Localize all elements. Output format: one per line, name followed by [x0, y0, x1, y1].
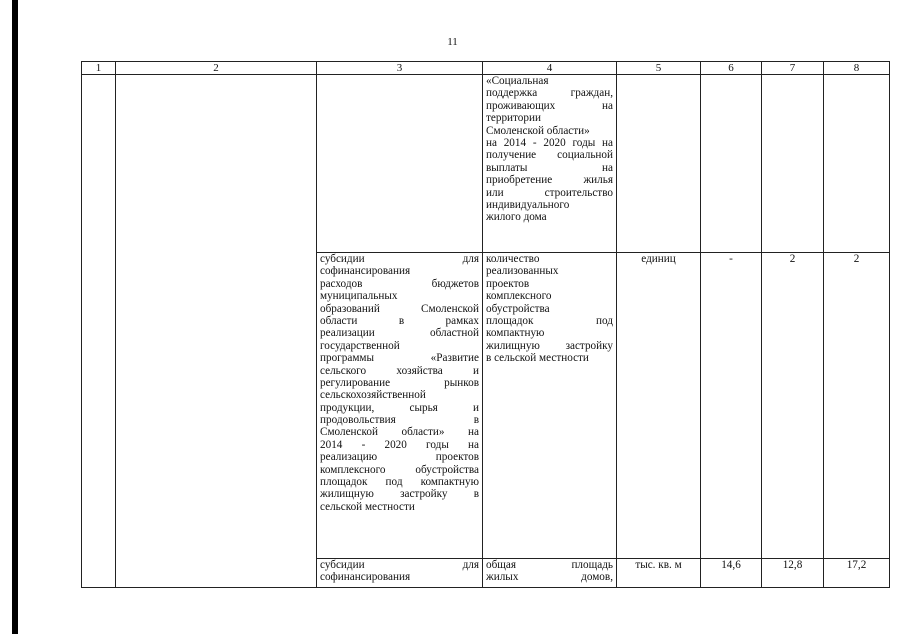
text-line: проживающих на — [486, 99, 613, 112]
text-line: проектов — [486, 277, 530, 290]
text-line: «Социальная — [486, 75, 549, 87]
text-line: комплексного — [486, 290, 552, 303]
value-cell: 14,6 — [701, 559, 762, 588]
page-number: 11 — [447, 36, 458, 48]
text-line: Смоленской области» — [486, 124, 590, 137]
text-line: площадок под — [486, 314, 613, 327]
unit-cell: единиц — [617, 253, 701, 559]
text-line: реализованных — [486, 265, 559, 278]
value-cell: - — [701, 253, 762, 559]
header-cell-6: 6 — [701, 62, 762, 75]
header-cell-1: 1 — [82, 62, 116, 75]
text-line: компактную — [486, 327, 545, 340]
text-line: общая площадь — [486, 559, 613, 571]
header-row — [82, 62, 890, 75]
text-line: поддержка граждан, — [486, 87, 613, 100]
text-line: жилых домов, — [486, 571, 613, 584]
text-line: 2014 - 2020 годы на — [320, 438, 479, 451]
text-line: жилищную застройку — [486, 339, 613, 352]
name-cell — [116, 75, 317, 588]
indicator-cell — [483, 75, 617, 253]
header-cell-3: 3 — [317, 62, 483, 75]
text-line: жилищную застройку в — [320, 488, 479, 501]
text-line: индивидуального — [486, 198, 570, 211]
unit-cell — [617, 75, 701, 253]
text-line: продовольствия в — [320, 414, 479, 427]
header-cell-4: 4 — [483, 62, 617, 75]
text-line: реализации областной — [320, 327, 479, 340]
indicator-cell — [483, 559, 617, 588]
header-cell-2: 2 — [116, 62, 317, 75]
text-line: приобретение жилья — [486, 174, 613, 187]
indicator-cell — [483, 253, 617, 559]
text-line: муниципальных — [320, 290, 398, 303]
text-line: области в рамках — [320, 314, 479, 327]
text-line: программы «Развитие — [320, 352, 479, 365]
measure-cell — [317, 253, 483, 559]
header-cell-8: 8 — [824, 62, 890, 75]
value-cell: 2 — [824, 253, 890, 559]
text-line: продукции, сырья и — [320, 401, 479, 414]
text-line: реализацию проектов — [320, 451, 479, 464]
text-line: субсидии для — [320, 559, 479, 571]
text-line: получение социальной — [486, 149, 613, 162]
measure-cell — [317, 559, 483, 588]
text-line: расходов бюджетов — [320, 277, 479, 290]
text-line: Смоленской области» на — [320, 426, 479, 439]
text-line: площадок под компактную — [320, 476, 479, 489]
text-line: территории — [486, 112, 541, 125]
text-line: жилого дома — [486, 211, 547, 224]
text-line: софинансирования — [320, 571, 411, 584]
row-number-cell — [82, 75, 116, 588]
text-line: на 2014 - 2020 годы на — [486, 136, 613, 149]
text-line: или строительство — [486, 186, 613, 199]
text-line: регулирование рынков — [320, 376, 479, 389]
value-cell: 2 — [762, 253, 824, 559]
text-line: софинансирования — [320, 265, 411, 278]
text-line: образований Смоленской — [320, 302, 479, 315]
text-line: сельскохозяйственной — [320, 389, 426, 402]
value-cell — [762, 75, 824, 253]
text-line: выплаты на — [486, 161, 613, 174]
value-cell: 12,8 — [762, 559, 824, 588]
value-cell — [701, 75, 762, 253]
text-line: в сельской местности — [486, 352, 589, 365]
text-line: государственной — [320, 339, 400, 352]
measure-cell — [317, 75, 483, 253]
header-cell-7: 7 — [762, 62, 824, 75]
scan-edge-bar — [12, 0, 18, 634]
value-cell — [824, 75, 890, 253]
text-line: субсидии для — [320, 253, 479, 265]
text-line: сельской местности — [320, 500, 415, 513]
header-cell-5: 5 — [617, 62, 701, 75]
unit-cell: тыс. кв. м — [617, 559, 701, 588]
text-line: количество — [486, 253, 540, 265]
table-row — [82, 75, 890, 253]
text-line: обустройства — [486, 302, 550, 315]
value-cell: 17,2 — [824, 559, 890, 588]
document-table — [81, 61, 890, 588]
text-line: сельского хозяйства и — [320, 364, 479, 377]
text-line: комплексного обустройства — [320, 463, 479, 476]
